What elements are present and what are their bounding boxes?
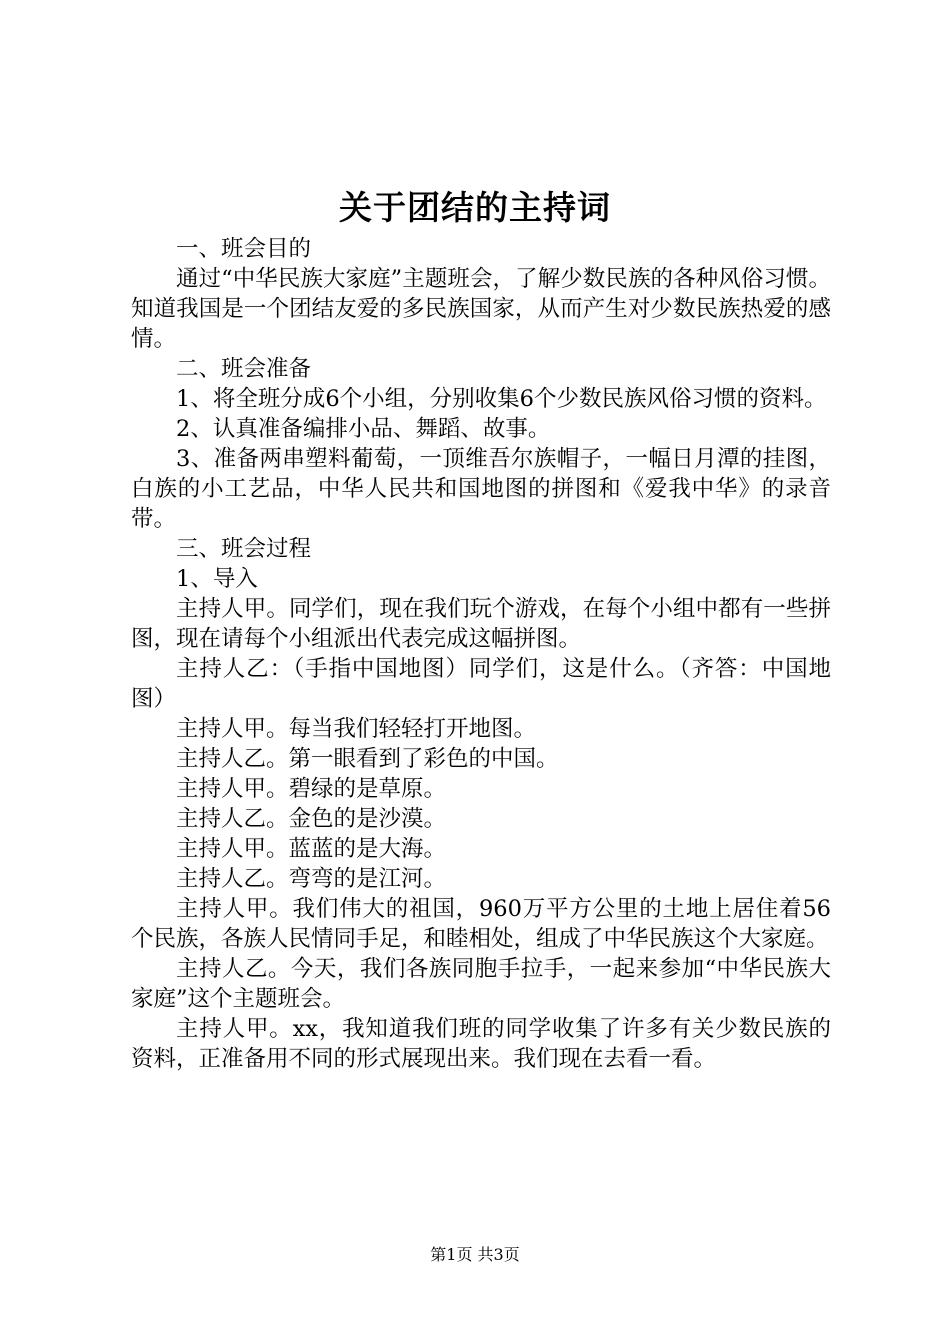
paragraph: 二、班会准备 xyxy=(176,356,312,382)
paragraph: 通过“中华民族大家庭”主题班会，了解少数民族的各种风俗习惯。知道我国是一个团结友爱的多民族国家，从而产生对少数民族热爱的感情。 xyxy=(131,266,831,352)
document-title: 关于团结的主持词 xyxy=(339,188,611,227)
paragraph: 主持人甲。xx，我知道我们班的同学收集了许多有关少数民族的资料，正准备用不同的形式展现出来。我们现在去看一看。 xyxy=(131,1016,831,1072)
paragraph: 主持人甲。碧绿的是草原。 xyxy=(176,776,447,802)
paragraph: 主持人甲。每当我们轻轻打开地图。 xyxy=(176,716,537,742)
paragraph: 主持人乙：（手指中国地图）同学们，这是什么。（齐答：中国地图） xyxy=(131,656,831,712)
paragraph: 三、班会过程 xyxy=(176,536,312,562)
document-body xyxy=(131,234,831,1074)
paragraph: 主持人乙。金色的是沙漠。 xyxy=(176,806,447,832)
paragraph: 主持人乙。今天，我们各族同胞手拉手，一起来参加“中华民族大家庭”这个主题班会。 xyxy=(131,956,831,1012)
paragraph: 主持人甲。同学们，现在我们玩个游戏，在每个小组中都有一些拼图，现在请每个小组派出代表完成这幅拼图。 xyxy=(131,596,831,652)
paragraph: 1、将全班分成6个小组，分别收集6个少数民族风俗习惯的资料。 xyxy=(176,386,827,412)
paragraph: 一、班会目的 xyxy=(176,236,312,262)
page-footer: 第1页 共3页 xyxy=(430,1245,520,1264)
paragraph: 2、认真准备编排小品、舞蹈、故事。 xyxy=(176,416,551,442)
paragraph: 1、导入 xyxy=(176,566,258,592)
paragraph: 3、准备两串塑料葡萄，一顶维吾尔族帽子，一幅日月潭的挂图，白族的小工艺品，中华人民共和国地图的拼图和《爱我中华》的录音带。 xyxy=(131,446,831,532)
paragraph: 主持人甲。蓝蓝的是大海。 xyxy=(176,836,447,862)
paragraph: 主持人乙。第一眼看到了彩色的中国。 xyxy=(176,746,559,772)
paragraph: 主持人甲。我们伟大的祖国，960万平方公里的土地上居住着56个民族，各族人民情同手足，和睦相处，组成了中华民族这个大家庭。 xyxy=(131,896,831,952)
paragraph: 主持人乙。弯弯的是江河。 xyxy=(176,866,447,892)
